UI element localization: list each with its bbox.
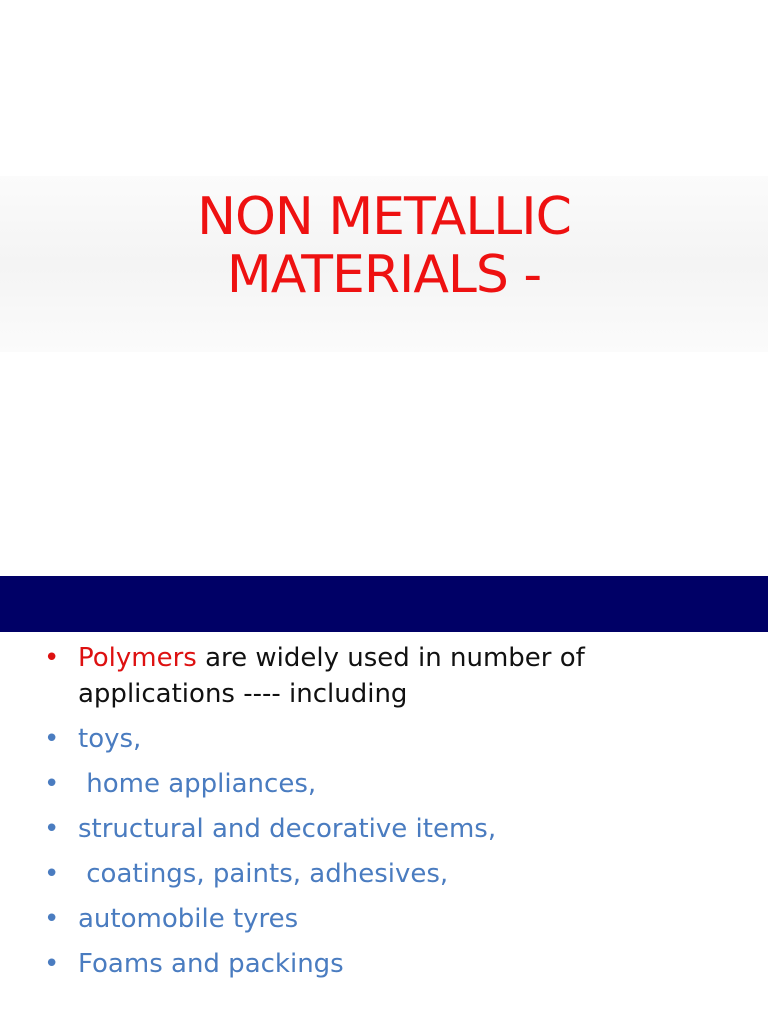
- bullet-icon: •: [44, 949, 60, 979]
- bullet-text: coatings, paints, adhesives,: [78, 859, 449, 889]
- highlight-term: Polymers: [78, 643, 197, 673]
- bullet-item: [44, 811, 744, 847]
- intro-text: are widely used in number of applications ---- including: [78, 643, 585, 709]
- bullet-item: [44, 901, 744, 937]
- title-line-2: MATERIALS -: [226, 245, 542, 305]
- bullet-icon: •: [44, 724, 60, 754]
- bullet-item: [44, 946, 744, 982]
- bullet-text: Foams and packings: [78, 949, 344, 979]
- slide-title: [0, 188, 768, 304]
- bullet-icon: •: [44, 814, 60, 844]
- bullet-text: home appliances,: [78, 769, 317, 799]
- bullet-intro: [44, 640, 744, 712]
- bullet-text: automobile tyres: [78, 904, 299, 934]
- bullet-item: [44, 766, 744, 802]
- bullet-text: toys,: [78, 724, 142, 754]
- title-line-1: NON METALLIC: [197, 187, 571, 247]
- bullet-list: [44, 640, 744, 991]
- bullet-item: [44, 721, 744, 757]
- bullet-icon: •: [44, 769, 60, 799]
- bullet-icon: •: [44, 643, 60, 673]
- bullet-icon: •: [44, 859, 60, 889]
- header-bar: [0, 576, 768, 632]
- content-slide: [0, 576, 768, 1024]
- bullet-text: structural and decorative items,: [78, 814, 497, 844]
- bullet-icon: •: [44, 904, 60, 934]
- bullet-item: [44, 856, 744, 892]
